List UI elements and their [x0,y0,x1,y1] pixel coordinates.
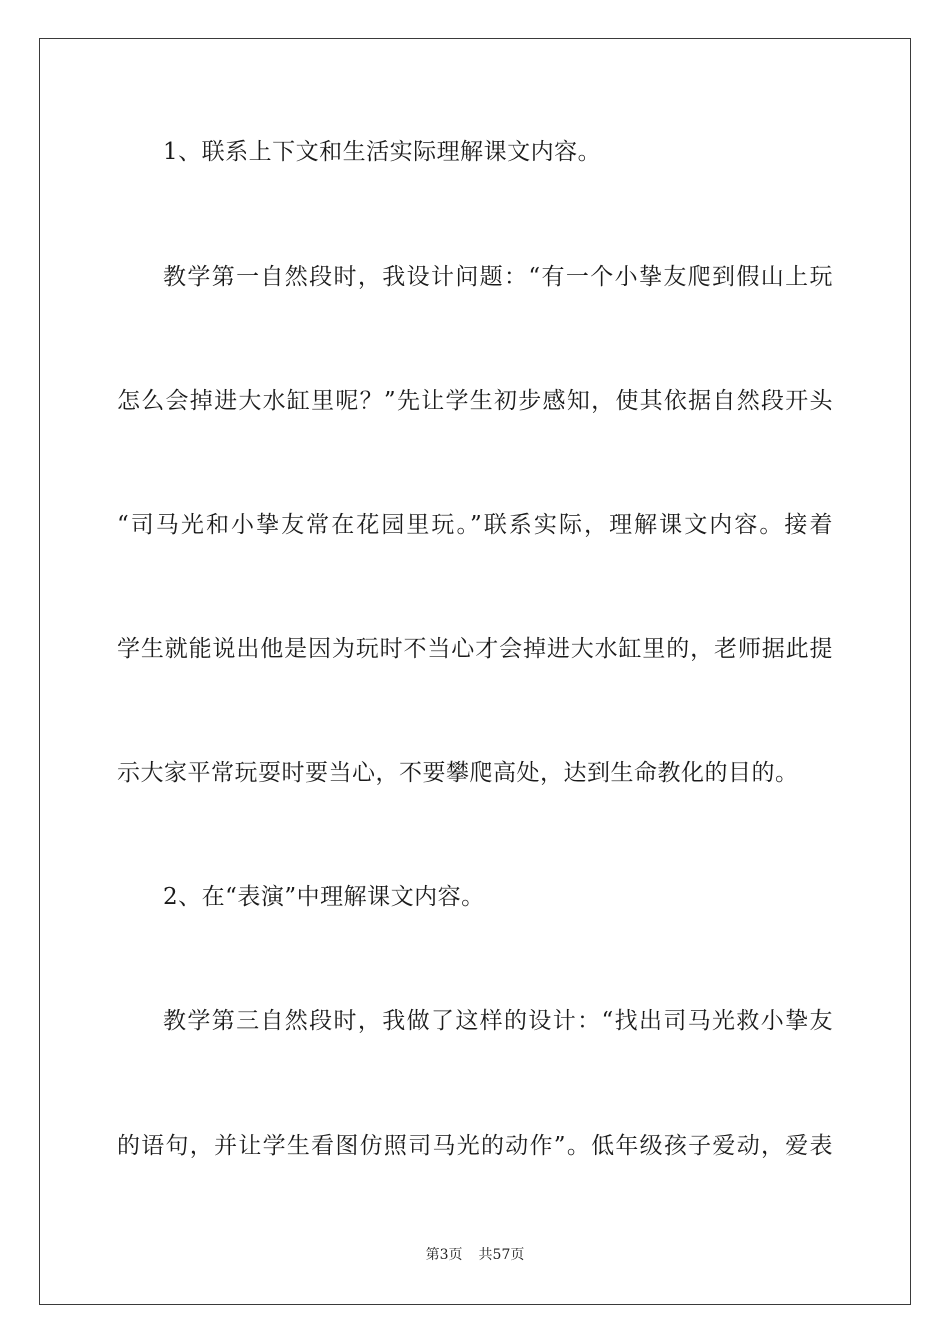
heading-1: 1、联系上下文和生活实际理解课文内容。 [163,139,602,165]
paragraph-2-line-1: 教学第三自然段时，我做了这样的设计：“找出司马光救小挚友 [163,1008,833,1034]
page-total: 共57页 [478,1247,525,1263]
page-border [39,38,911,1305]
paragraph-1-line-2: 怎么会掉进大水缸里呢？”先让学生初步感知，使其依据自然段开头 [117,388,833,414]
paragraph-1-line-4: 学生就能说出他是因为玩时不当心才会掉进大水缸里的，老师据此提 [117,636,833,662]
heading-2: 2、在“表演”中理解课文内容。 [163,884,485,910]
paragraph-1-line-5: 示大家平常玩耍时要当心，不要攀爬高处，达到生命教化的目的。 [117,760,799,786]
paragraph-1-line-1: 教学第一自然段时，我设计问题：“有一个小挚友爬到假山上玩 [163,264,833,290]
paragraph-2-line-2: 的语句，并让学生看图仿照司马光的动作”。低年级孩子爱动，爱表 [117,1133,833,1159]
paragraph-1-line-3: “司马光和小挚友常在花园里玩。”联系实际，理解课文内容。接着 [117,512,833,538]
page-footer [0,1246,950,1264]
page-number: 第3页 [425,1247,463,1263]
